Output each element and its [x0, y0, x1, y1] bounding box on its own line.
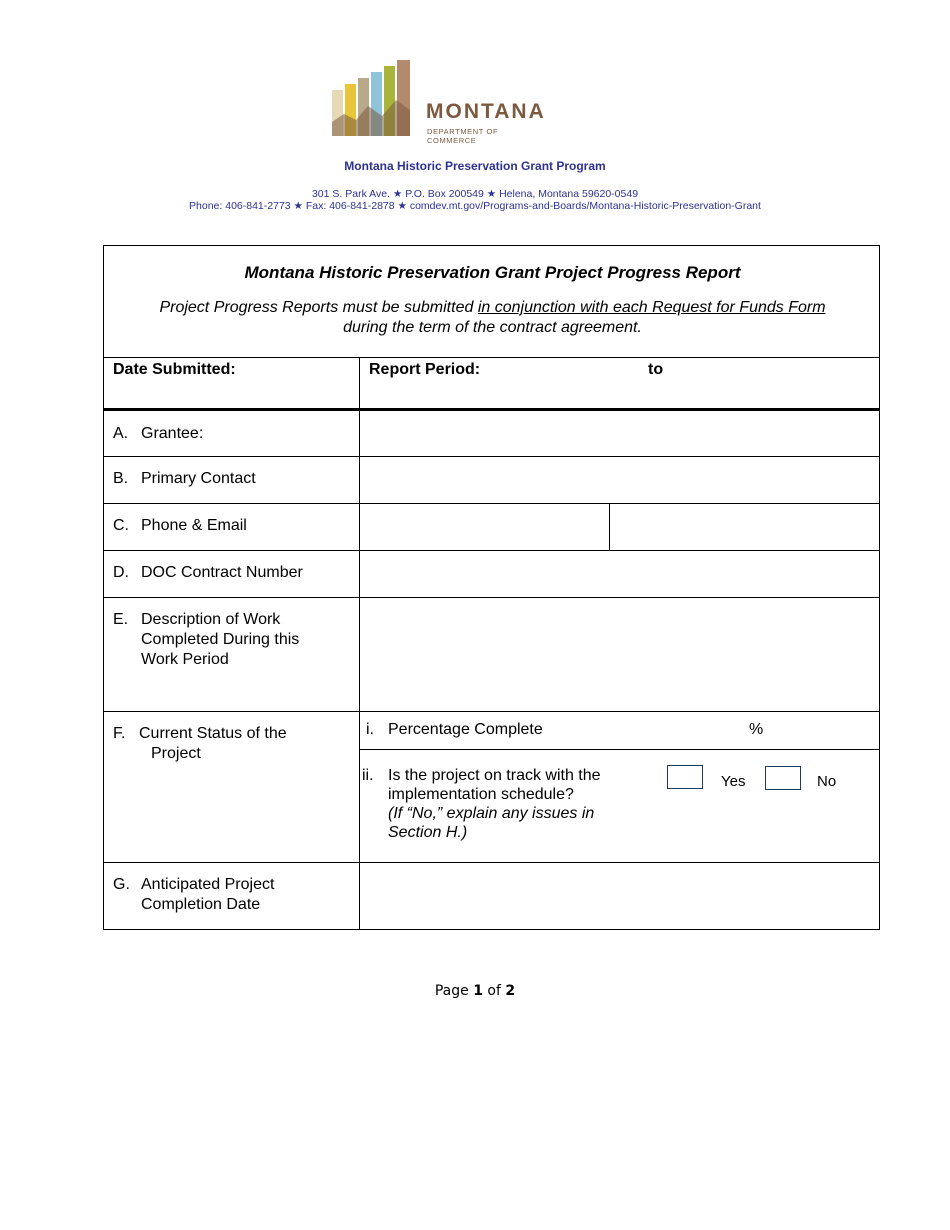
page-total: 2 — [505, 983, 516, 999]
item-number: ii. — [362, 767, 374, 784]
column-divider — [609, 503, 610, 550]
row-letter: F. — [113, 725, 126, 742]
yes-label: Yes — [721, 773, 746, 790]
percent-sign: % — [749, 721, 764, 738]
row-label-text: Grantee: — [141, 425, 204, 442]
address-line: 301 S. Park Ave. ★ P.O. Box 200549 ★ Helena, Montana 59620-0549 — [311, 188, 639, 200]
report-period-field[interactable] — [360, 376, 879, 404]
divider — [104, 550, 879, 551]
logo-subtitle-text: DEPARTMENT OF COMMERCE — [427, 127, 499, 145]
row-label-text: Completion Date — [141, 896, 261, 913]
no-checkbox[interactable] — [765, 766, 801, 790]
yes-checkbox[interactable] — [667, 765, 703, 789]
note-before: Project Progress Reports must be submitted — [159, 299, 478, 316]
logo-brand-text: MONTANA — [426, 100, 546, 123]
divider-thick — [104, 408, 879, 411]
date-submitted-label: Date Submitted: — [113, 361, 236, 378]
row-label-text: Anticipated Project — [141, 876, 275, 893]
contract-number-field[interactable] — [361, 552, 879, 596]
primary-contact-field[interactable] — [361, 458, 879, 502]
row-primary-contact-label — [113, 469, 256, 489]
divider — [104, 597, 879, 598]
row-label-text: Current Status of the — [139, 725, 287, 742]
row-description-label — [113, 610, 299, 670]
question-note: Section H.) — [388, 824, 468, 841]
montana-commerce-logo — [330, 56, 550, 145]
column-divider — [359, 357, 360, 929]
row-letter: E. — [113, 611, 129, 628]
divider — [104, 503, 879, 504]
on-track-question — [362, 766, 601, 842]
divider — [104, 357, 879, 358]
email-field[interactable] — [611, 505, 879, 549]
item-label-text: Percentage Complete — [388, 721, 543, 738]
date-submitted-field[interactable] — [106, 381, 356, 405]
page-of: of — [487, 983, 501, 999]
page-number — [0, 983, 950, 999]
row-letter: G. — [113, 876, 130, 893]
row-label-text: Description of Work — [141, 611, 281, 628]
row-label-text: DOC Contract Number — [141, 564, 303, 581]
divider — [104, 711, 879, 712]
row-label-text: Primary Contact — [141, 470, 256, 487]
no-label: No — [817, 773, 837, 790]
percentage-complete-field[interactable] — [584, 716, 744, 744]
row-phone-email-label — [113, 516, 247, 536]
divider — [360, 749, 879, 750]
question-note: (If “No,” explain any issues in — [388, 805, 595, 822]
row-letter: B. — [113, 470, 129, 487]
phone-field[interactable] — [361, 505, 608, 549]
question-text: implementation schedule? — [388, 786, 574, 803]
description-field[interactable] — [361, 599, 879, 710]
row-letter: C. — [113, 517, 129, 534]
progress-report-form — [103, 245, 880, 930]
grantee-field[interactable] — [361, 412, 879, 455]
row-label-text: Phone & Email — [141, 517, 247, 534]
divider — [104, 862, 879, 863]
item-number: i. — [366, 721, 374, 738]
row-grantee-label — [113, 424, 203, 444]
question-text: Is the project on track with the — [388, 767, 601, 784]
form-title: Montana Historic Preservation Grant Project Progress Report — [244, 263, 741, 282]
report-period-to-label: to — [648, 361, 664, 378]
report-period-label: Report Period: — [369, 361, 481, 378]
contact-line: Phone: 406-841-2773 ★ Fax: 406-841-2878 ★ comdev.mt.gov/Programs-and-Boards/Montana-Historic-Preservation-Grant — [189, 200, 761, 212]
completion-date-field[interactable] — [361, 864, 879, 928]
percentage-complete-label — [366, 720, 543, 740]
row-completion-date-label — [113, 875, 274, 915]
note-underlined: in conjunction with each Request for Funds Form — [477, 299, 826, 316]
row-current-status-label — [113, 724, 287, 764]
page-current: 1 — [473, 983, 483, 999]
row-label-text: Completed During this — [141, 631, 300, 648]
row-letter: D. — [113, 564, 129, 581]
page-word: Page — [434, 983, 469, 999]
row-label-text: Work Period — [141, 651, 229, 668]
form-instructions — [104, 298, 881, 338]
divider — [104, 456, 879, 457]
row-contract-number-label — [113, 563, 303, 583]
row-letter: A. — [113, 425, 129, 442]
program-name: Montana Historic Preservation Grant Program — [344, 159, 606, 173]
note-after: during the term of the contract agreement. — [343, 319, 642, 336]
row-label-text: Project — [151, 745, 201, 762]
